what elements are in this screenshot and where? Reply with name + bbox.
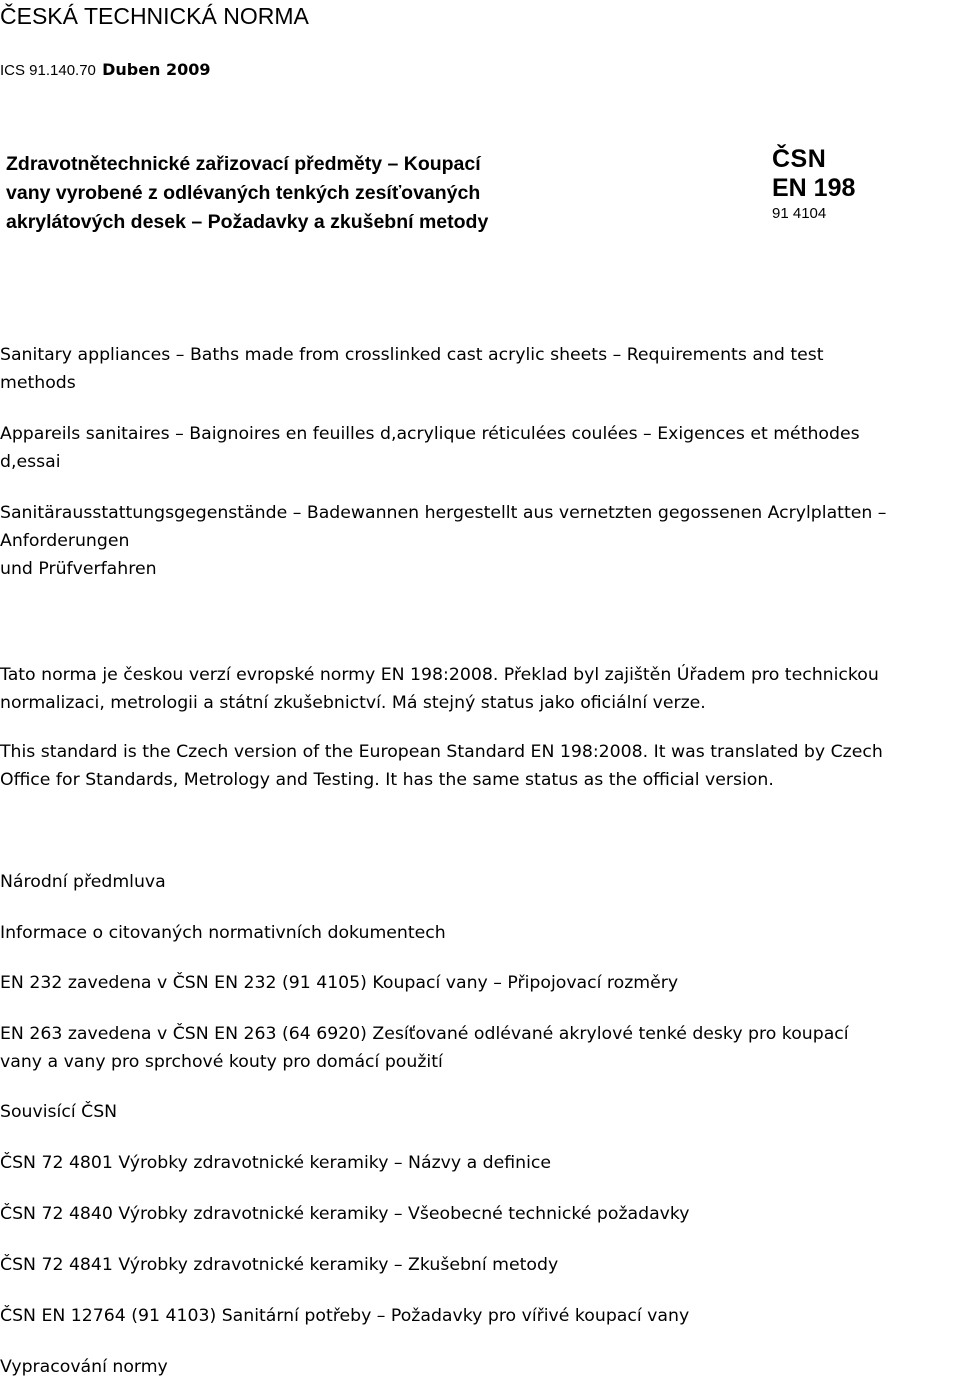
related-standard-item: ČSN 72 4801 Výrobky zdravotnické keramiky – Názvy a definice <box>0 1153 552 1173</box>
czech-title-line: akrylátových desek – Požadavky a zkušební metody <box>6 211 489 233</box>
czech-title-line: vany vyrobené z odlévaných tenkých zesíťovaných <box>6 182 481 204</box>
en-number: EN 198 <box>772 174 856 202</box>
ics-code: ICS 91.140.70 <box>0 62 96 79</box>
french-title <box>0 420 960 476</box>
english-statement <box>0 738 960 794</box>
french-title-line: d,essai <box>0 452 61 472</box>
czech-statement-line: normalizaci, metrologii a státní zkušebnictví. Má stejný status jako oficiální verze. <box>0 693 706 713</box>
norm-title: ČESKÁ TECHNICKÁ NORMA <box>0 3 309 29</box>
german-title-line: Sanitärausstattungsgegenstände – Badewannen hergestellt aus vernetzten gegossenen Acrylplatten – <box>0 503 887 523</box>
cited-document-line: EN 263 zavedena v ČSN EN 263 (64 6920) Zesíťované odlévané akrylové tenké desky pro koupací <box>0 1024 849 1044</box>
prepared-by-heading: Vypracování normy <box>0 1357 168 1377</box>
designation-block <box>772 144 855 224</box>
czech-statement <box>0 661 960 717</box>
related-standards-heading: Souvisící ČSN <box>0 1102 118 1122</box>
foreword-heading: Národní předmluva <box>0 872 166 892</box>
cited-documents-heading: Informace o citovaných normativních dokumentech <box>0 923 446 943</box>
csn-label: ČSN <box>772 145 827 173</box>
czech-title-line: Zdravotnětechnické zařizovací předměty – Koupací <box>6 153 481 175</box>
issue-date: Duben 2009 <box>102 60 211 79</box>
english-statement-line: Office for Standards, Metrology and Testing. It has the same status as the official version. <box>0 770 774 790</box>
related-standard-item: ČSN 72 4840 Výrobky zdravotnické keramiky – Všeobecné technické požadavky <box>0 1204 690 1224</box>
english-title <box>0 341 960 397</box>
related-standard-item: ČSN 72 4841 Výrobky zdravotnické keramiky – Zkušební metody <box>0 1255 559 1275</box>
german-title <box>0 499 960 583</box>
related-standard-item: ČSN EN 12764 (91 4103) Sanitární potřeby – Požadavky pro vířivé koupací vany <box>0 1306 690 1326</box>
french-title-line: Appareils sanitaires – Baignoires en feuilles d,acrylique réticulées coulées – Exigences et méthodes <box>0 424 860 444</box>
english-title-line: methods <box>0 373 76 393</box>
ics-date-line <box>0 60 211 81</box>
cited-document-item <box>0 1020 960 1076</box>
german-title-line: und Prüfverfahren <box>0 559 157 579</box>
classification-code: 91 4104 <box>772 205 827 222</box>
czech-statement-line: Tato norma je českou verzí evropské normy EN 198:2008. Překlad byl zajištěn Úřadem pro technickou <box>0 665 879 685</box>
english-title-line: Sanitary appliances – Baths made from crosslinked cast acrylic sheets – Requirements and test <box>0 345 824 365</box>
english-statement-line: This standard is the Czech version of the European Standard EN 198:2008. It was translated by Czech <box>0 742 883 762</box>
cited-document-line: vany a vany pro sprchové kouty pro domácí použití <box>0 1052 443 1072</box>
german-title-line: Anforderungen <box>0 531 130 551</box>
cited-document-item: EN 232 zavedena v ČSN EN 232 (91 4105) Koupací vany – Připojovací rozměry <box>0 973 679 993</box>
czech-title <box>6 150 586 237</box>
